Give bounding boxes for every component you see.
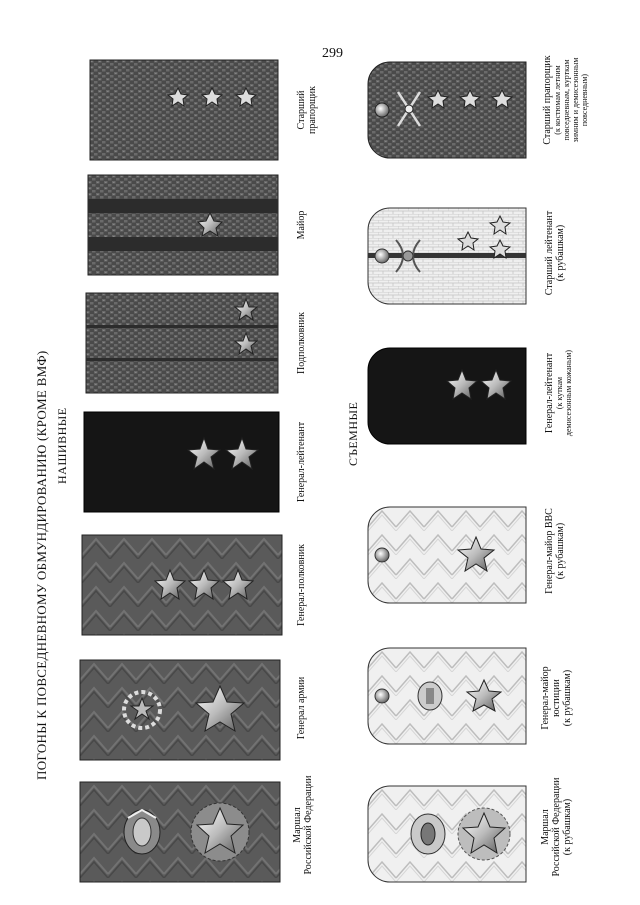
caption-sewn-major: Майор: [296, 210, 307, 240]
page-title: ПОГОНЫ К ПОВСЕДНЕВНОМУ ОБМУНДИРОВАНИЮ (КРОМЕ ВМФ): [34, 350, 49, 780]
button-icon: [375, 689, 389, 703]
button-icon: [375, 249, 389, 263]
shoulder-board-colonel-general-sewn: [82, 535, 282, 635]
page-number: 299: [322, 46, 343, 61]
shoulder-board-justice-major-general-removable: [368, 648, 526, 744]
eagle-icon: [411, 814, 445, 854]
caption-sewn-army-general: Генерал армии: [296, 676, 307, 740]
shoulder-board-marshal-sewn: [80, 782, 280, 882]
justice-emblem-icon: [418, 682, 442, 710]
caption-removable-senior-warrant-officer: Старший прапорщик (к костюмам летним повседневным, курткам зимним и демисезонным повседневным): [542, 55, 589, 145]
shoulder-board-marshal-removable: [368, 786, 526, 882]
caption-removable-marshal: Маршал Российской Федерации (к рубашкам): [540, 777, 573, 877]
shoulder-board-senior-lieutenant-removable: [368, 208, 526, 304]
shoulder-board-senior-warrant-officer-removable: [368, 62, 526, 158]
shoulder-board-army-general-sewn: [80, 660, 280, 760]
shoulder-board-major-sewn: [88, 175, 278, 275]
shoulder-board-vvs-major-general-removable: [368, 507, 526, 603]
button-icon: [375, 103, 389, 117]
star-icon: [191, 803, 249, 861]
button-icon: [375, 548, 389, 562]
caption-sewn-senior-warrant-officer: Старший прапорщик: [296, 86, 318, 134]
section-heading-sewn: НАШИВНЫЕ: [55, 407, 69, 484]
caption-sewn-lieutenant-colonel: Подполковник: [296, 312, 307, 374]
caption-removable-lieutenant-general: Генерал-лейтенант (к куткам демисезонным кожаным): [544, 349, 573, 437]
section-heading-removable: СЪЕМНЫЕ: [346, 401, 360, 466]
caption-removable-senior-lieutenant: Старший лейтенант (к рубашкам): [544, 210, 566, 296]
caption-sewn-lieutenant-general: Генерал-лейтенант: [296, 421, 307, 503]
caption-removable-justice-major-general: Генерал-майор юстиции (к рубашкам): [540, 666, 573, 730]
shoulder-board-lieutenant-colonel-sewn: [86, 293, 278, 393]
eagle-icon: [124, 810, 160, 854]
caption-removable-vvs-major-general: Генерал-майор ВВС (к рубашкам): [544, 508, 566, 594]
star-icon: [458, 808, 510, 860]
shoulder-board-lieutenant-general-sewn: [84, 412, 279, 512]
shoulder-board-senior-warrant-officer-sewn: [90, 60, 278, 160]
shoulder-board-lieutenant-general-removable: [368, 348, 526, 444]
caption-sewn-marshal: Маршал Российской Федерации: [292, 775, 314, 875]
caption-sewn-colonel-general: Генерал-полковник: [296, 544, 307, 626]
